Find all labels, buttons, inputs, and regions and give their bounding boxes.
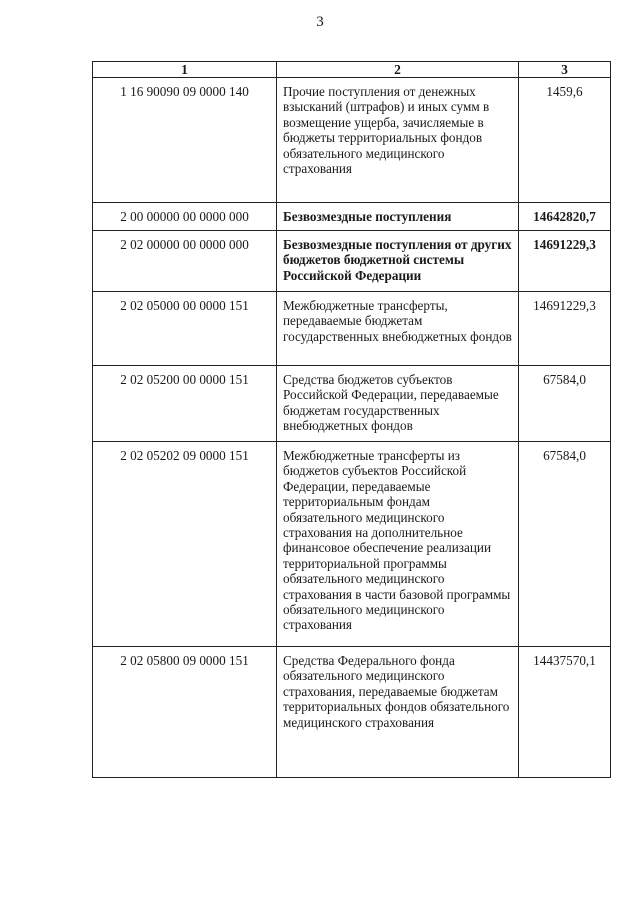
row-name: Межбюджетные трансферты из бюджетов субъектов Российской Федерации, передаваемые территориальным фондам обязательного медицинского страхования на дополнительное финансовое обеспечение реализации территориальной программы обязательного медицинского страхования в части базовой программы обязательного медицинского страхования (277, 442, 519, 647)
table-row (93, 203, 611, 231)
row-code: 2 02 05202 09 0000 151 (93, 442, 277, 647)
table-row (93, 366, 611, 442)
row-name: Безвозмездные поступления (277, 203, 519, 231)
table-header-row (93, 62, 611, 78)
row-amount: 14642820,7 (519, 203, 611, 231)
column-header-code: 1 (93, 62, 277, 78)
page-number: 3 (316, 14, 324, 30)
row-name: Средства бюджетов субъектов Российской Федерации, передаваемые бюджетам государственных внебюджетных фондов (277, 366, 519, 442)
table-row (93, 78, 611, 203)
row-code: 2 00 00000 00 0000 000 (93, 203, 277, 231)
row-name: Средства Федерального фонда обязательного медицинского страхования, передаваемые бюджетам территориальных фондов обязательного медицинского страхования (277, 647, 519, 778)
row-amount: 14691229,3 (519, 292, 611, 366)
row-amount: 67584,0 (519, 442, 611, 647)
table-row (93, 647, 611, 778)
row-name: Безвозмездные поступления от других бюджетов бюджетной системы Российской Федерации (277, 231, 519, 292)
row-code: 2 02 05200 00 0000 151 (93, 366, 277, 442)
row-code: 2 02 00000 00 0000 000 (93, 231, 277, 292)
row-code: 1 16 90090 09 0000 140 (93, 78, 277, 203)
row-code: 2 02 05000 00 0000 151 (93, 292, 277, 366)
row-code: 2 02 05800 09 0000 151 (93, 647, 277, 778)
row-amount: 14691229,3 (519, 231, 611, 292)
row-amount: 1459,6 (519, 78, 611, 203)
row-name: Межбюджетные трансферты, передаваемые бюджетам государственных внебюджетных фондов (277, 292, 519, 366)
table-row (93, 231, 611, 292)
row-amount: 67584,0 (519, 366, 611, 442)
row-amount: 14437570,1 (519, 647, 611, 778)
column-header-name: 2 (277, 62, 519, 78)
table-row (93, 442, 611, 647)
budget-revenue-table (92, 61, 611, 778)
column-header-amount: 3 (519, 62, 611, 78)
table-row (93, 292, 611, 366)
row-name: Прочие поступления от денежных взысканий (штрафов) и иных сумм в возмещение ущерба, зачисляемые в бюджеты территориальных фондов обязательного медицинского страхования (277, 78, 519, 203)
